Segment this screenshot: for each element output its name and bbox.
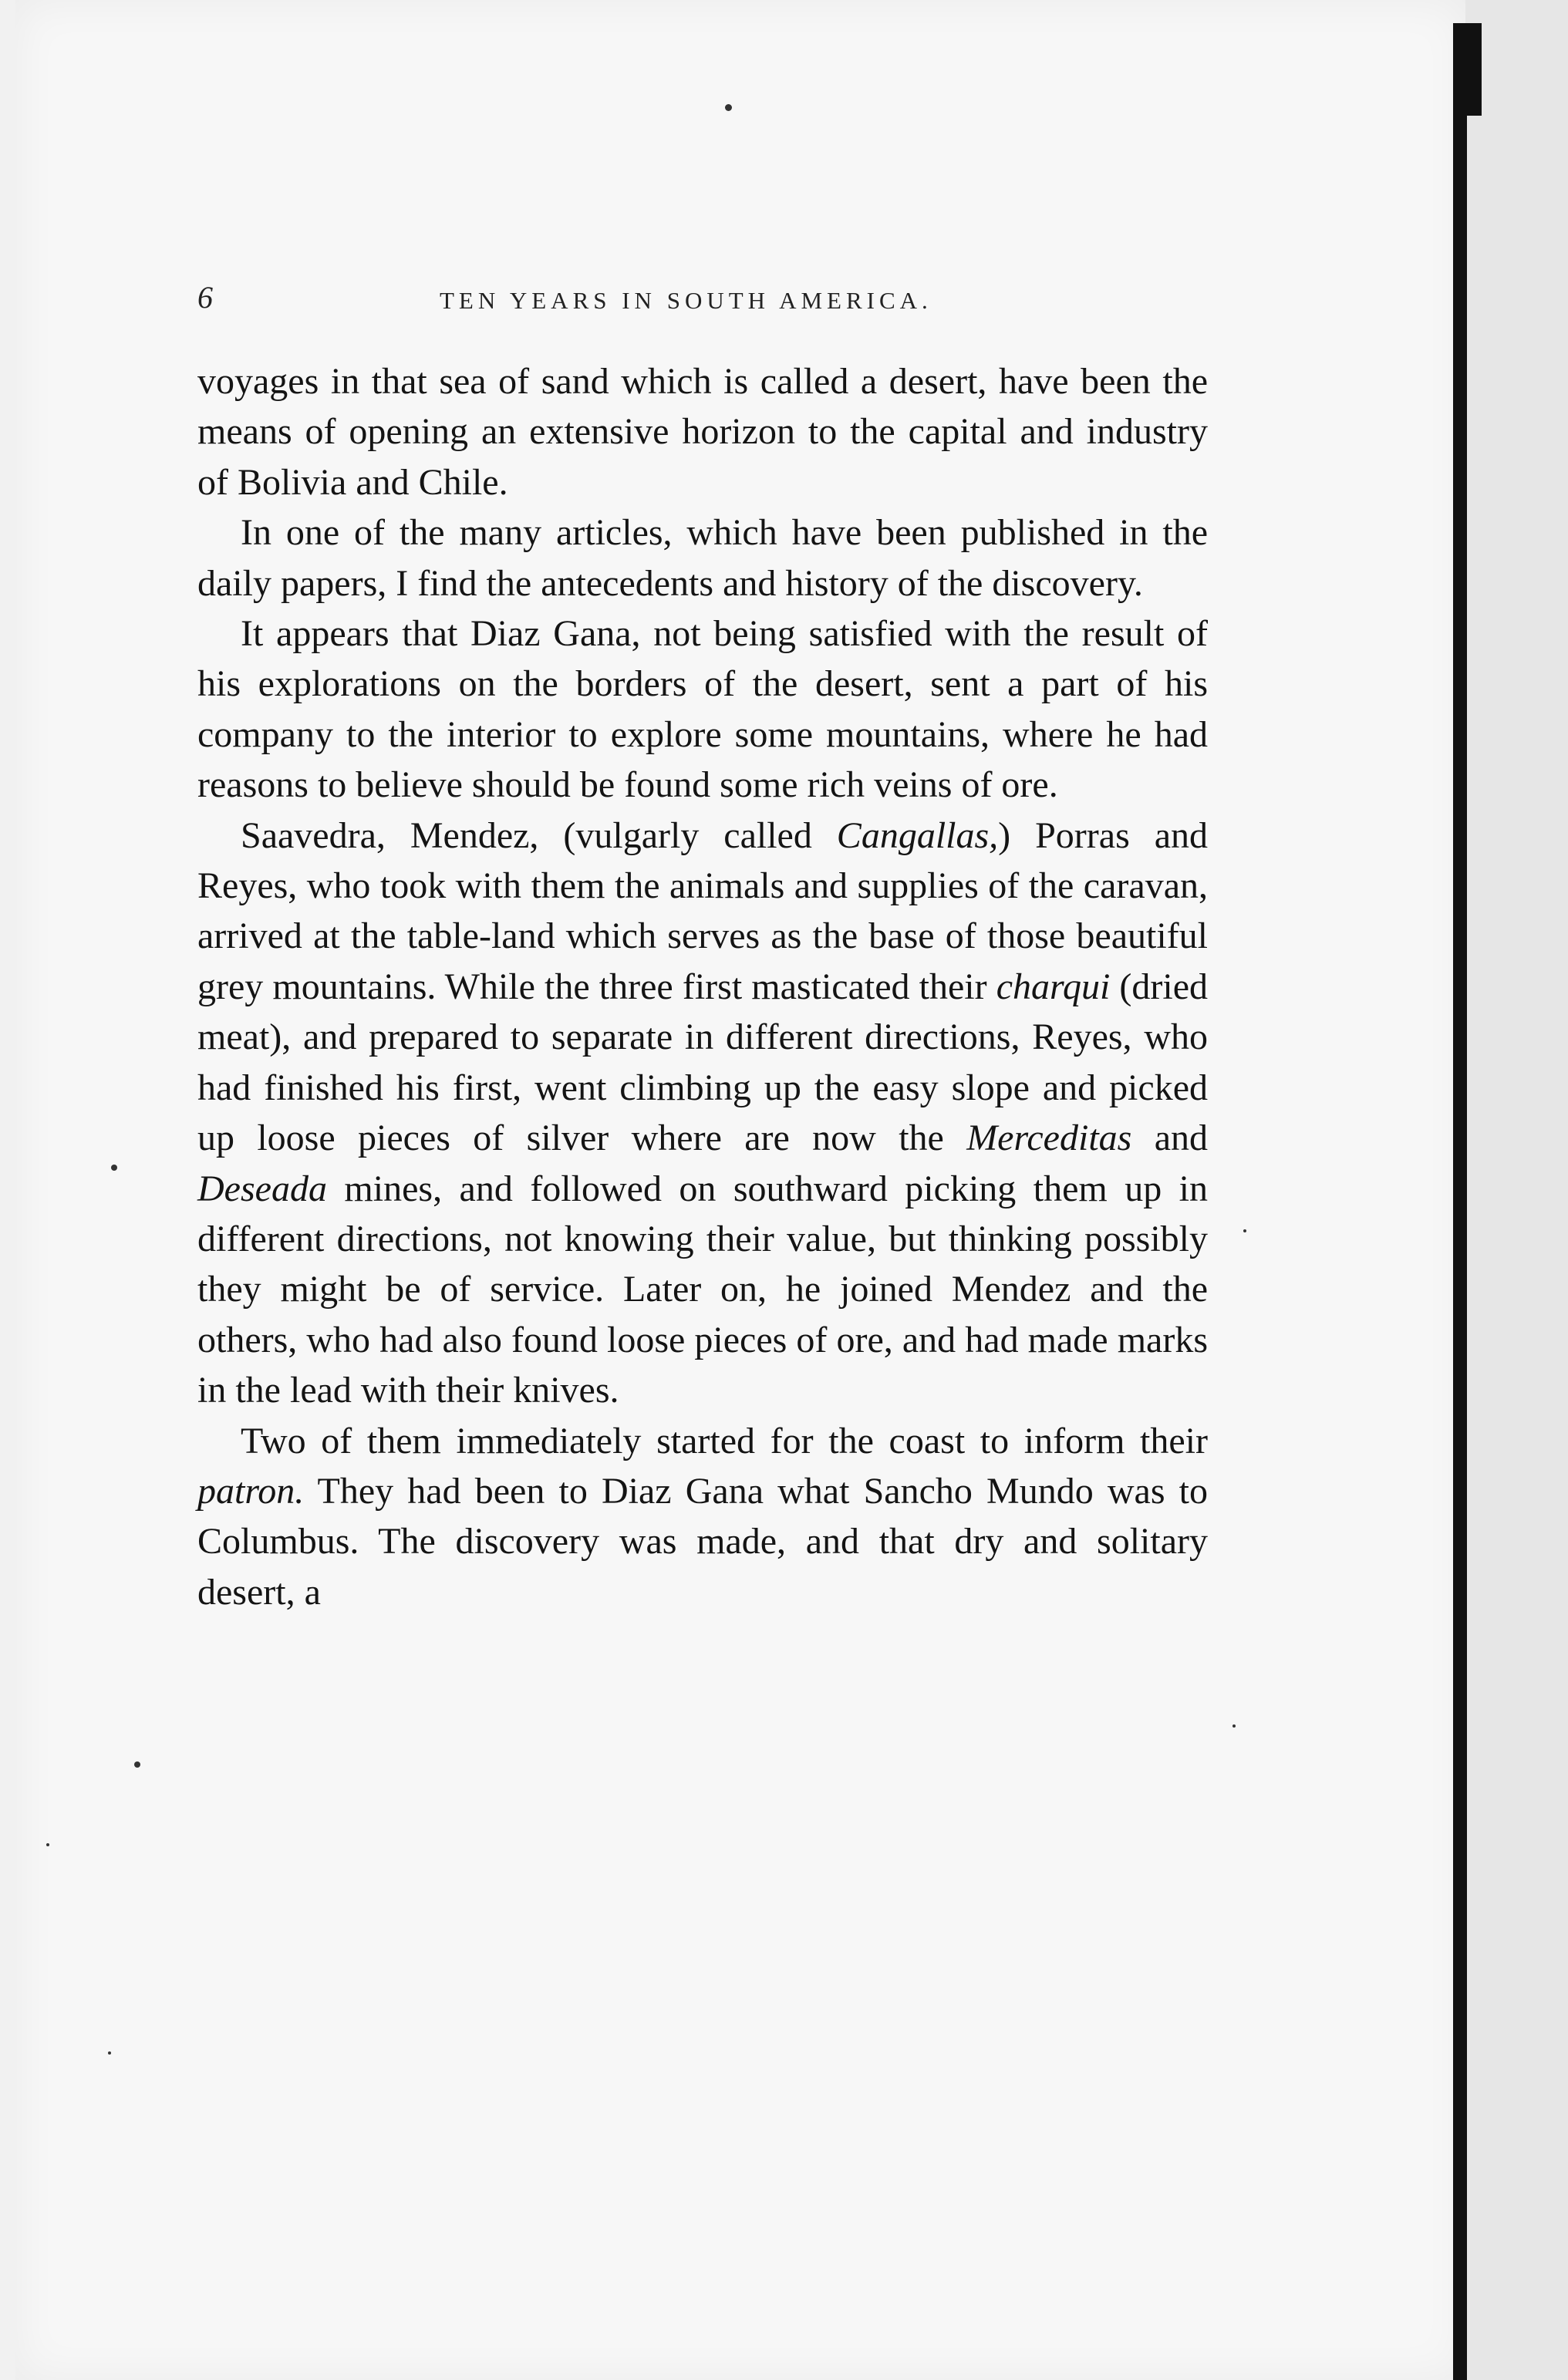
text-run: Saavedra, Mendez, (vulgarly called [241, 814, 837, 856]
text-run: Two of them immediately started for the coast to inform their [241, 1420, 1208, 1461]
page-number: 6 [197, 280, 213, 315]
italic-text-run: Merceditas [966, 1118, 1132, 1159]
ink-speck [725, 104, 732, 111]
ink-speck [111, 1165, 117, 1171]
paragraph [197, 811, 1208, 1416]
text-run: In one of the many articles, which have been published in the daily papers, I find the antecedents and history of the discovery. [197, 512, 1208, 604]
text-run: voyages in that sea of sand which is called a desert, have been the means of opening an extensive horizon to the capital and industry of Bolivia and Chile. [197, 361, 1208, 503]
text-run: It appears that Diaz Gana, not being satisfied with the result of his explorations on the borders of the desert, sent a part of his company to the interior to explore some mountains, where he had reasons to believe should be found some rich veins of ore. [197, 613, 1208, 806]
italic-text-run: charqui [996, 966, 1111, 1007]
italic-text-run: Cangallas, [836, 814, 999, 856]
ink-speck [1243, 1229, 1246, 1232]
paragraph [197, 608, 1208, 811]
italic-text-run: Deseada [197, 1168, 327, 1209]
binding-shadow-line [1453, 23, 1467, 2380]
running-head: TEN YEARS IN SOUTH AMERICA. [440, 287, 932, 314]
ink-speck [1232, 1724, 1236, 1728]
binding-shadow-top [1462, 23, 1482, 116]
paragraph [197, 1416, 1208, 1618]
text-run: (dried meat), and prepared to separate in different directions, Reyes, who had finished his first, went climbing up the easy slope and picked up loose pieces of silver where are now the [197, 966, 1209, 1159]
text-run: They had been to Diaz Gana what Sancho Mundo was to Columbus. The discovery was made, and that dry and solitary desert, a [197, 1470, 1208, 1613]
text-run: ) Porras and Reyes, who took with them the animals and supplies of the caravan, arrived at the table-land which serves as the base of those beautiful grey mountains. While the three first masticated their [197, 814, 1208, 1007]
text-run: and [1131, 1118, 1208, 1159]
ink-speck [46, 1843, 49, 1846]
paragraph [197, 356, 1208, 507]
body-text [197, 356, 1208, 1617]
ink-speck [134, 1761, 140, 1768]
italic-text-run: patron. [197, 1470, 305, 1512]
adjacent-page-edge [1465, 0, 1568, 2380]
paragraph [197, 507, 1208, 608]
text-run: mines, and followed on southward picking them up in different directions, not knowing their value, but thinking possibly they might be of service. Later on, he joined Mendez and the others, who had also found loose pieces of ore, and had made marks in the lead with their knives. [197, 1168, 1208, 1411]
ink-speck [108, 2051, 111, 2055]
